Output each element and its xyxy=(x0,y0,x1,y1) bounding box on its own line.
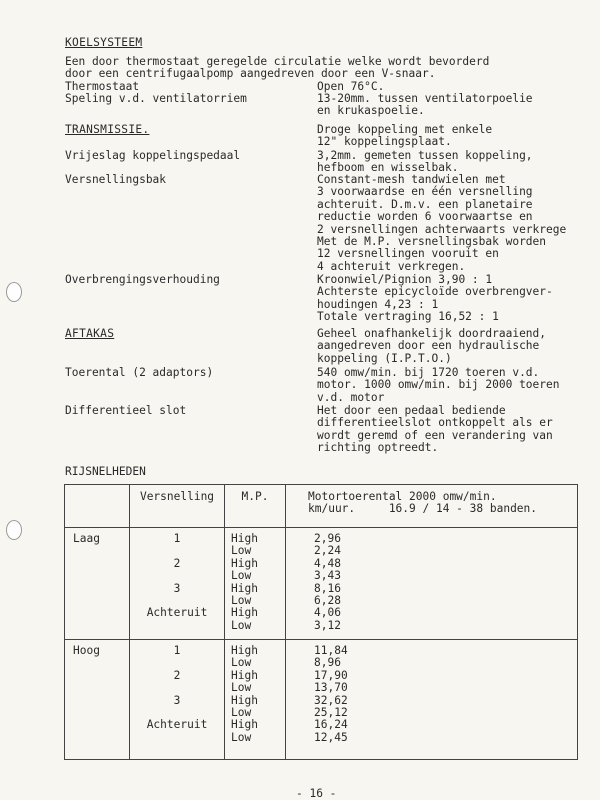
spec-value xyxy=(317,274,553,324)
gear-cell xyxy=(130,528,225,640)
spec-label: Differentieel slot xyxy=(65,404,187,417)
speed-value: 4,48 xyxy=(314,556,341,570)
mp-value: High xyxy=(231,668,258,682)
value-line: v.d. motor xyxy=(317,390,385,404)
speed-value: 11,84 xyxy=(314,644,348,657)
value-line: motor. 1000 omw/min. bij 2000 toeren xyxy=(317,378,560,392)
value-line: 4 achteruit verkregen. xyxy=(317,259,466,273)
speed-value: 17,90 xyxy=(314,668,348,682)
value-line: hefboom en wisselbak. xyxy=(317,161,459,175)
gear-value xyxy=(130,732,224,744)
value-line: 12" koppelingsplaat. xyxy=(317,135,452,149)
mp-value: High xyxy=(231,581,258,595)
speed-cell xyxy=(286,528,578,640)
speed-value: 2,96 xyxy=(314,532,341,545)
mp-value: Low xyxy=(231,730,252,744)
gear-value xyxy=(130,682,224,694)
gear-value xyxy=(130,570,224,582)
spec-label: Versnellingsbak xyxy=(65,173,167,186)
mp-value: High xyxy=(231,718,258,732)
gear-value: 3 xyxy=(173,581,181,595)
value-line: Kroonwiel/Pignion 3,90 : 1 xyxy=(317,273,493,286)
speed-value: 3,12 xyxy=(314,618,341,632)
spec-label: Speling v.d. ventilatorriem xyxy=(65,92,247,105)
header-motor-line: km/uur. 16.9 / 14 - 38 banden. xyxy=(308,502,538,516)
page-number: - 16 - xyxy=(296,787,337,800)
gear-value: 2 xyxy=(173,668,181,682)
mp-cell xyxy=(225,528,286,640)
rijsnelheden-heading: RIJSNELHEDEN xyxy=(65,465,146,478)
mp-value: High xyxy=(231,606,258,620)
spec-label: Thermostaat xyxy=(65,80,140,93)
value-line: en krukaspoelie. xyxy=(317,104,425,118)
value-line: achteruit. D.m.v. een planetaire xyxy=(317,197,533,211)
value-line: houdingen 4,23 : 1 xyxy=(317,297,439,311)
spec-label: Vrijeslag koppelingspedaal xyxy=(65,149,241,162)
value-line: 3 voorwaardse en één versnelling xyxy=(317,185,533,199)
transmissie-heading: TRANSMISSIE. xyxy=(65,123,150,136)
mp-value: Low xyxy=(231,569,252,583)
header-range-cell xyxy=(65,485,130,528)
mp-value: High xyxy=(231,693,258,707)
gear-value: 1 xyxy=(173,644,181,657)
range-cell: Hoog xyxy=(65,640,130,760)
gear-value xyxy=(130,657,224,669)
speed-value: 8,16 xyxy=(314,581,341,595)
mp-value: Low xyxy=(231,544,252,558)
speed-value: 6,28 xyxy=(314,593,341,607)
value-line: 13-20mm. tussen ventilatorpoelie xyxy=(317,92,533,105)
value-line: Constant-mesh tandwielen met xyxy=(317,173,506,186)
speed-value: 2,24 xyxy=(314,544,341,558)
gear-value xyxy=(130,620,224,632)
gear-cell xyxy=(130,640,225,760)
gear-value: Achteruit xyxy=(146,606,208,620)
table-header-row xyxy=(65,485,578,528)
speed-value: 13,70 xyxy=(314,681,348,695)
mp-value: Low xyxy=(231,618,252,632)
spec-label: Overbrengingsverhouding xyxy=(65,273,220,286)
value-line: Geheel onafhankelijk doordraaiend, xyxy=(317,327,547,340)
spec-value xyxy=(317,328,546,365)
gear-value: Achteruit xyxy=(146,718,208,732)
gear-value xyxy=(130,545,224,557)
mp-value: Low xyxy=(231,593,252,607)
header-mp: M.P. xyxy=(225,485,286,528)
header-versnelling: Versnelling xyxy=(130,485,225,528)
value-line: 2 versnellingen achterwaarts verkrege xyxy=(317,222,567,236)
value-line: reductie worden 6 voorwaartse en xyxy=(317,210,533,224)
mp-value: High xyxy=(231,644,258,657)
speed-value: 16,24 xyxy=(314,718,348,732)
mp-value: High xyxy=(231,556,258,570)
mp-value: Low xyxy=(231,681,252,695)
speed-value: 32,62 xyxy=(314,693,348,707)
speed-value: 8,96 xyxy=(314,656,341,670)
table-row xyxy=(65,640,578,760)
value-line: Droge koppeling met enkele xyxy=(317,123,493,136)
value-line: Het door een pedaal bediende xyxy=(317,404,506,417)
mp-cell xyxy=(225,640,286,760)
value-line: 3,2mm. gemeten tussen koppeling, xyxy=(317,149,533,162)
value-line: differentieelslot ontkoppelt als er xyxy=(317,416,553,430)
punch-hole-top xyxy=(6,282,22,302)
range-cell: Laag xyxy=(65,528,130,640)
punch-hole-bottom xyxy=(6,520,22,540)
spec-label: Toerental (2 adaptors) xyxy=(65,366,214,379)
aftakas-heading: AFTAKAS xyxy=(65,327,115,340)
gear-value: 2 xyxy=(173,556,181,570)
intro-line: Een door thermostaat geregelde circulatie welke wordt bevorderd xyxy=(65,55,490,68)
mp-value: Low xyxy=(231,705,252,719)
gear-value: 1 xyxy=(173,532,181,545)
spec-value xyxy=(317,93,533,118)
koelsysteem-intro xyxy=(65,56,489,81)
value-line: 12 versnellingen vooruit en xyxy=(317,247,499,261)
value-line: wordt geremd of een verandering van xyxy=(317,428,553,442)
speed-table xyxy=(64,484,578,760)
speed-value: 3,43 xyxy=(314,569,341,583)
value-line: Open 76°C. xyxy=(317,80,385,93)
spec-value xyxy=(317,405,553,455)
value-line: richting optreedt. xyxy=(317,441,439,455)
value-line: Achterste epicycloïde overbrengver- xyxy=(317,285,553,299)
spec-value xyxy=(317,174,566,273)
spec-value xyxy=(317,150,533,175)
speed-cell xyxy=(286,640,578,760)
gear-value: 3 xyxy=(173,693,181,707)
value-line: Totale vertraging 16,52 : 1 xyxy=(317,310,499,324)
value-line: aangedreven door een hydraulische xyxy=(317,339,540,353)
koelsysteem-heading: KOELSYSTEEM xyxy=(65,36,143,49)
spec-value xyxy=(317,367,559,404)
value-line: koppeling (I.P.T.O.) xyxy=(317,351,452,365)
mp-value: High xyxy=(231,532,258,545)
header-motortoerental xyxy=(286,485,578,528)
speed-value: 25,12 xyxy=(314,705,348,719)
table-row xyxy=(65,528,578,640)
mp-value: Low xyxy=(231,656,252,670)
spec-value xyxy=(317,124,492,149)
value-line: Met de M.P. versnellingsbak worden xyxy=(317,235,547,249)
intro-line: door een centrifugaalpomp aangedreven door een V-snaar. xyxy=(65,67,436,81)
value-line: 540 omw/min. bij 1720 toeren v.d. xyxy=(317,366,540,379)
speed-value: 4,06 xyxy=(314,606,341,620)
header-motor-line: Motortoerental 2000 omw/min. xyxy=(308,490,497,503)
speed-value: 12,45 xyxy=(314,730,348,744)
